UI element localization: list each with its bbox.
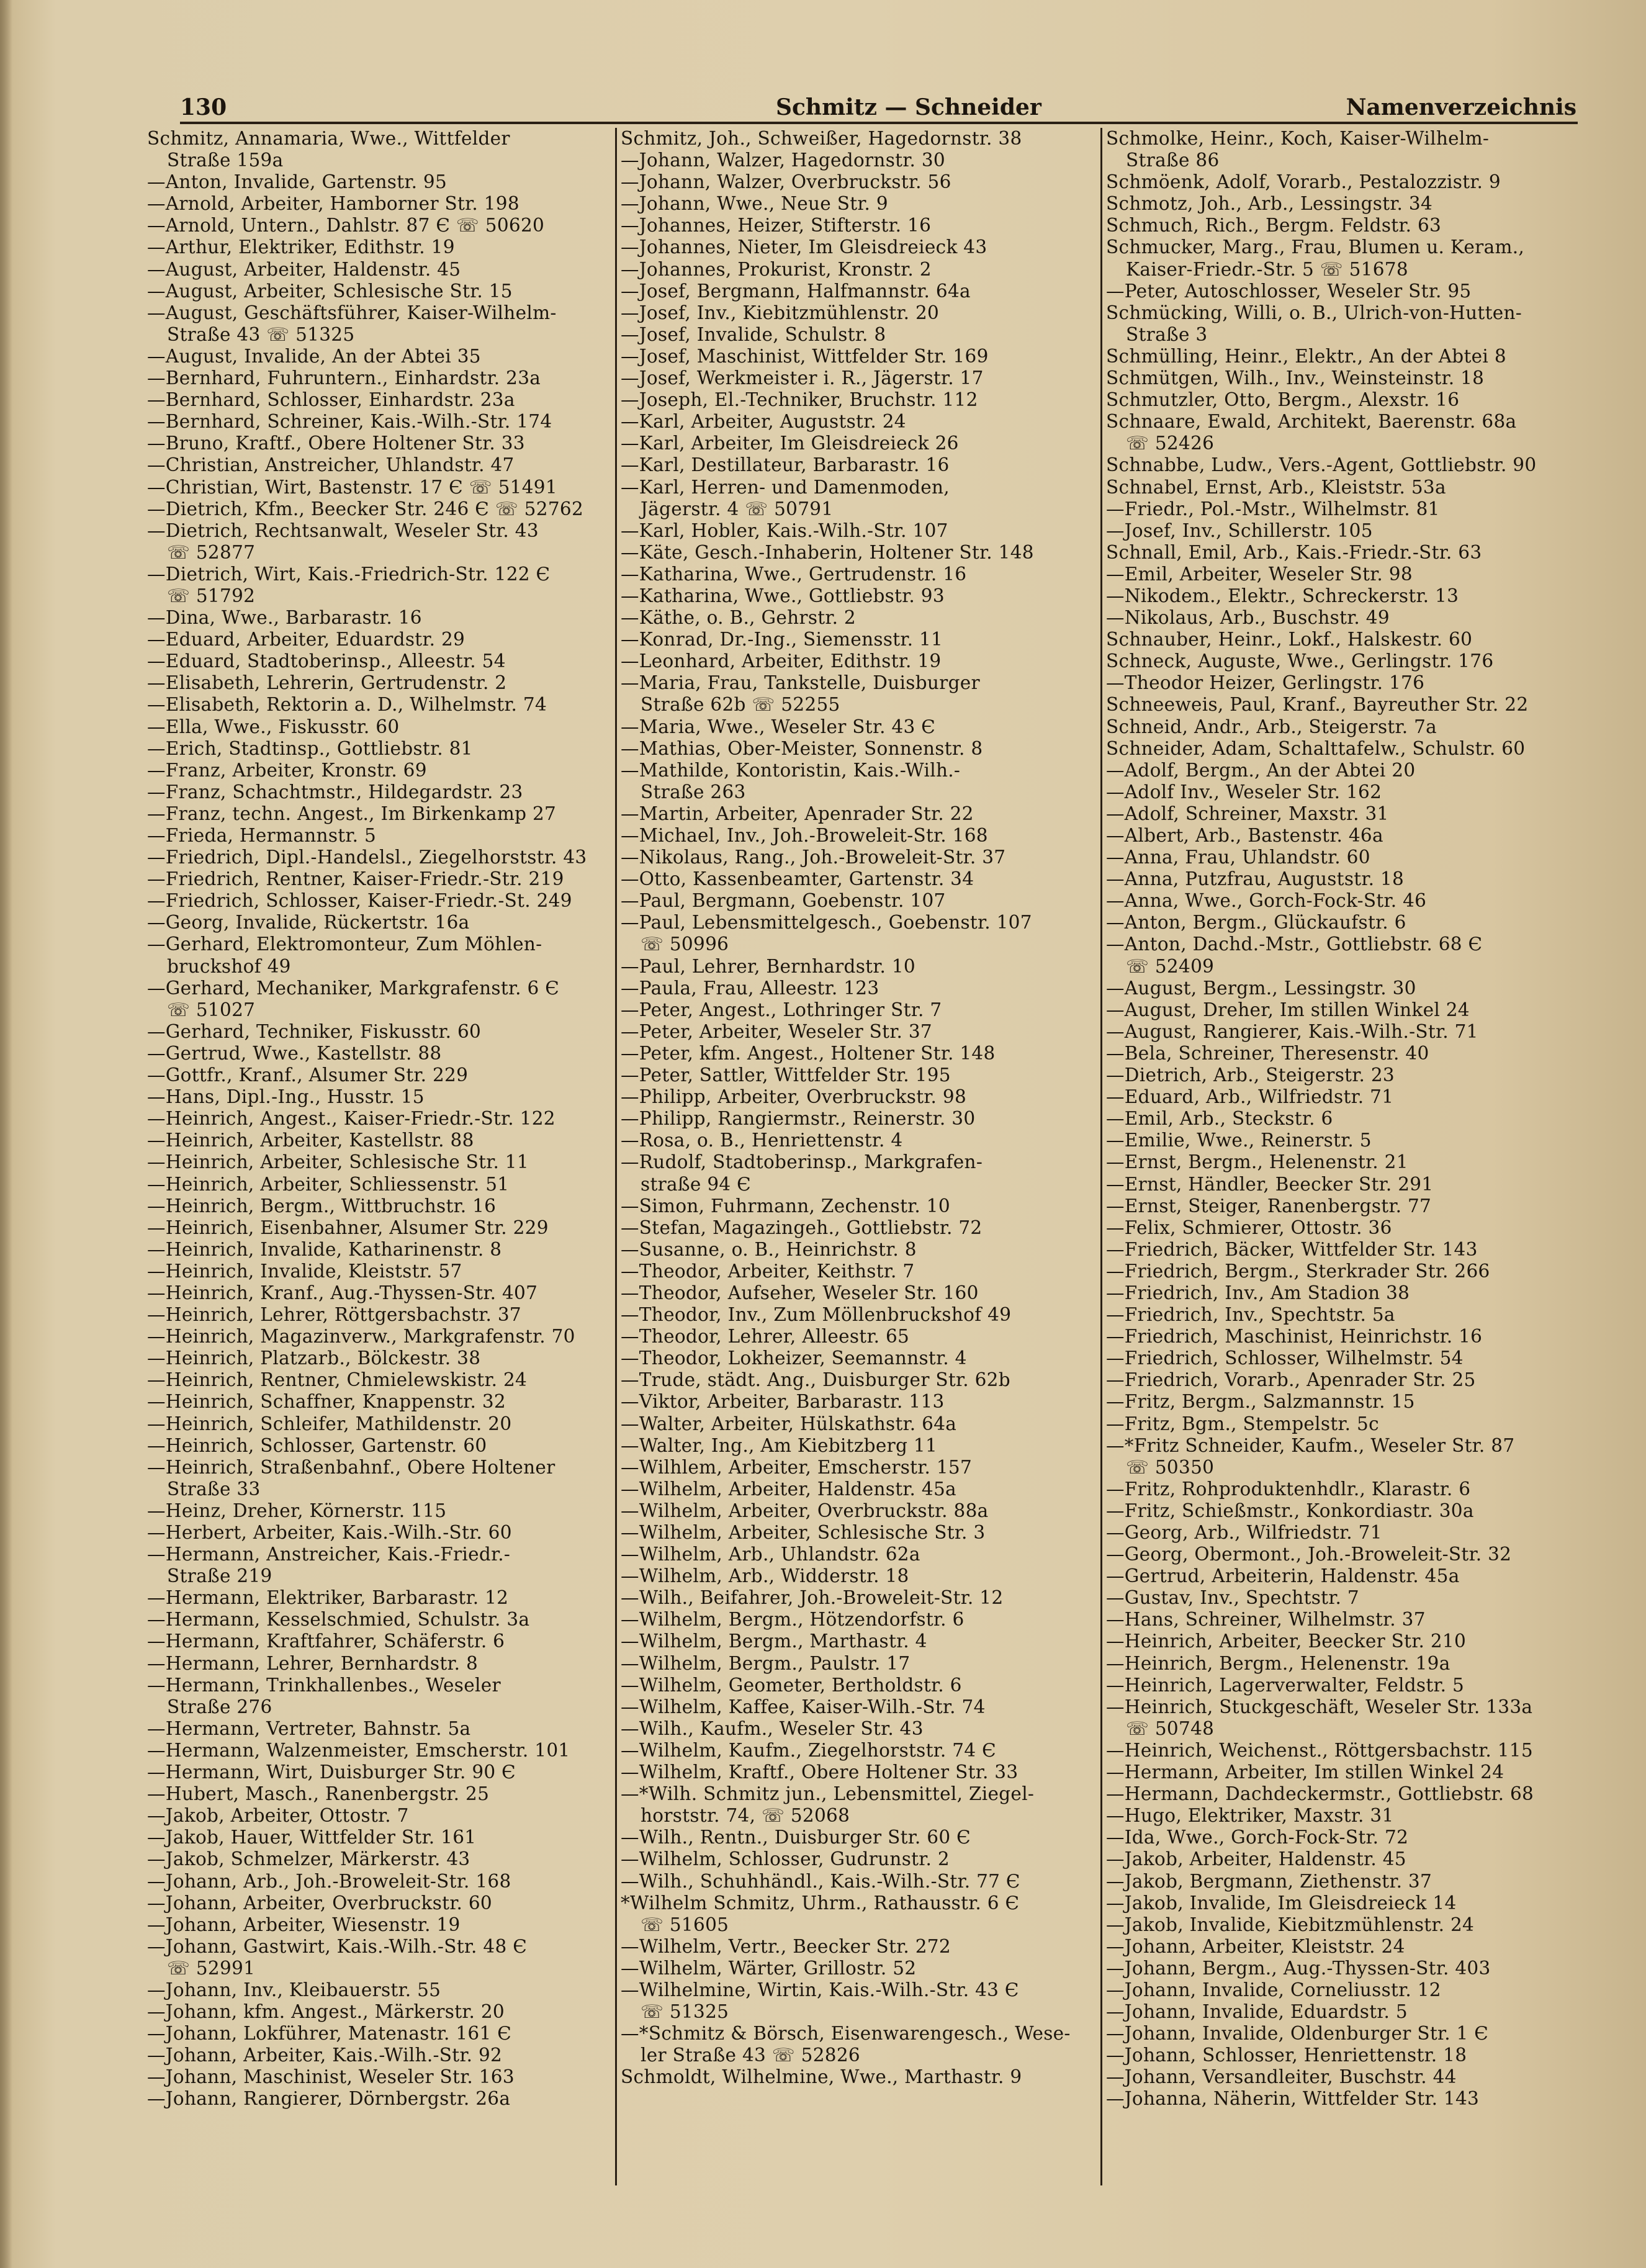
- directory-entry: —Emilie, Wwe., Reinerstr. 5: [1106, 1130, 1372, 1151]
- directory-entry: —Walter, Ing., Am Kiebitzberg 11: [621, 1434, 938, 1456]
- directory-entry: —Theodor Heizer, Gerlingstr. 176: [1106, 672, 1425, 694]
- directory-entry: straße 94 Є: [641, 1173, 752, 1195]
- directory-entry: —Friedrich, Vorarb., Apenrader Str. 25: [1106, 1369, 1476, 1391]
- directory-entry: —Trude, städt. Ang., Duisburger Str. 62b: [621, 1369, 1010, 1391]
- directory-entry: Straße 159a: [167, 150, 284, 171]
- directory-entry: —Ella, Wwe., Fiskusstr. 60: [147, 716, 400, 737]
- directory-entry: —Hugo, Elektriker, Maxstr. 31: [1106, 1805, 1394, 1827]
- directory-entry: —Heinrich, Bergm., Helenenstr. 19a: [1106, 1652, 1450, 1674]
- directory-entry: —Wilh., Rentn., Duisburger Str. 60 Є: [621, 1827, 971, 1848]
- directory-entry: —Peter, Angest., Lothringer Str. 7: [621, 999, 942, 1020]
- directory-entry: —Johann, Arbeiter, Kleiststr. 24: [1106, 1935, 1405, 1957]
- directory-entry: —Friedr., Pol.-Mstr., Wilhelmstr. 81: [1106, 498, 1440, 520]
- directory-entry: —August, Rangierer, Kais.-Wilh.-Str. 71: [1106, 1020, 1478, 1042]
- directory-entry: —Wilhelm, Schlosser, Gudrunstr. 2: [621, 1848, 950, 1870]
- directory-entry: Schmöenk, Adolf, Vorarb., Pestalozzistr. 9: [1106, 171, 1501, 193]
- directory-entry: —Josef, Werkmeister i. R., Jägerstr. 17: [621, 367, 984, 389]
- directory-entry: —Wilhelm, Kaufm., Ziegelhorststr. 74 Є: [621, 1739, 996, 1761]
- directory-entry: —Anna, Putzfrau, Auguststr. 18: [1106, 868, 1405, 890]
- directory-entry: Schmitz, Annamaria, Wwe., Wittfelder: [147, 128, 510, 149]
- directory-entry: —Fritz, Schießmstr., Konkordiastr. 30a: [1106, 1500, 1474, 1521]
- directory-entry: —Hermann, Kesselschmied, Schulstr. 3a: [147, 1609, 530, 1631]
- directory-entry: —Eduard, Stadtoberinsp., Alleestr. 54: [147, 650, 506, 672]
- directory-entry: —Theodor, Arbeiter, Keithstr. 7: [621, 1260, 915, 1282]
- directory-entry: —Herbert, Arbeiter, Kais.-Wilh.-Str. 60: [147, 1522, 512, 1543]
- directory-entry: —Heinrich, Angest., Kaiser-Friedr.-Str. 122: [147, 1108, 555, 1130]
- directory-entry: —Anton, Dachd.-Mstr., Gottliebstr. 68 Є: [1106, 934, 1483, 955]
- directory-entry: Schmoldt, Wilhelmine, Wwe., Marthastr. 9: [621, 2066, 1022, 2088]
- directory-entry: —Johann, Arbeiter, Wiesenstr. 19: [147, 1914, 461, 1935]
- directory-entry: —Wilhelm, Arbeiter, Schlesische Str. 3: [621, 1522, 986, 1543]
- directory-entry: —Johann, Rangierer, Dörnbergstr. 26a: [147, 2088, 511, 2110]
- directory-entry: —Johann, Versandleiter, Buschstr. 44: [1106, 2066, 1457, 2088]
- directory-entry: —Maria, Frau, Tankstelle, Duisburger: [621, 672, 980, 694]
- directory-entry: —Ernst, Händler, Beecker Str. 291: [1106, 1173, 1434, 1195]
- directory-entry: —Johann, Walzer, Overbruckstr. 56: [621, 171, 951, 193]
- directory-entry: —Paul, Lebensmittelgesch., Goebenstr. 107: [621, 912, 1032, 934]
- directory-entry: —Hermann, Dachdeckermstr., Gottliebstr. 68: [1106, 1783, 1534, 1805]
- directory-entry: Schmotz, Joh., Arb., Lessingstr. 34: [1106, 193, 1433, 215]
- directory-entry: Schnall, Emil, Arb., Kais.-Friedr.-Str. 63: [1106, 541, 1482, 563]
- directory-entry: Schmücking, Willi, o. B., Ulrich-von-Hutten-: [1106, 302, 1522, 323]
- directory-entry: —Heinrich, Eisenbahner, Alsumer Str. 229: [147, 1217, 549, 1238]
- directory-entry: —Gerhard, Techniker, Fiskusstr. 60: [147, 1020, 482, 1042]
- directory-entry: Straße 62b ☏ 52255: [641, 694, 840, 716]
- directory-entry: —Gertrud, Wwe., Kastellstr. 88: [147, 1042, 442, 1064]
- directory-entry: Schmucker, Marg., Frau, Blumen u. Keram.,: [1106, 236, 1525, 258]
- directory-entry: Schnabbe, Ludw., Vers.-Agent, Gottliebstr. 90: [1106, 454, 1537, 476]
- directory-entry: —Friedrich, Rentner, Kaiser-Friedr.-Str. 219: [147, 868, 564, 890]
- directory-entry: —Wilhelm, Wärter, Grillostr. 52: [621, 1957, 917, 1979]
- directory-entry: —Michael, Inv., Joh.-Broweleit-Str. 168: [621, 825, 988, 846]
- running-title: Schmitz — Schneider: [776, 94, 1041, 120]
- directory-entry: ☏ 52409: [1126, 955, 1215, 977]
- directory-entry: —Hubert, Masch., Ranenbergstr. 25: [147, 1783, 490, 1805]
- directory-entry: Schmitz, Joh., Schweißer, Hagedornstr. 38: [621, 128, 1022, 149]
- directory-entry: —Friedrich, Bäcker, Wittfelder Str. 143: [1106, 1238, 1478, 1260]
- directory-entry: Straße 86: [1126, 150, 1220, 171]
- directory-entry: —Josef, Maschinist, Wittfelder Str. 169: [621, 345, 989, 367]
- directory-entry: —Johann, Maschinist, Weseler Str. 163: [147, 2066, 515, 2088]
- directory-entry: —Georg, Invalide, Rückertstr. 16a: [147, 912, 470, 934]
- directory-entry: —Friedrich, Inv., Spechtstr. 5a: [1106, 1304, 1395, 1326]
- directory-entry: —Hans, Dipl.-Ing., Husstr. 15: [147, 1086, 425, 1108]
- directory-entry: —Peter, kfm. Angest., Holtener Str. 148: [621, 1042, 996, 1064]
- directory-entry: —Georg, Obermont., Joh.-Broweleit-Str. 32: [1106, 1544, 1512, 1565]
- directory-entry: —Johannes, Nieter, Im Gleisdreieck 43: [621, 236, 987, 258]
- directory-entry: —Wilhelm, Arbeiter, Haldenstr. 45a: [621, 1478, 956, 1500]
- directory-entry: —Katharina, Wwe., Gertrudenstr. 16: [621, 563, 967, 585]
- directory-entry: —Erich, Stadtinsp., Gottliebstr. 81: [147, 737, 473, 759]
- directory-entry: —Dietrich, Rechtsanwalt, Weseler Str. 43: [147, 520, 539, 541]
- directory-entry: —Joseph, El.-Techniker, Bruchstr. 112: [621, 389, 978, 411]
- directory-entry: —Theodor, Lokheizer, Seemannstr. 4: [621, 1348, 967, 1369]
- directory-entry: —Dietrich, Arb., Steigerstr. 23: [1106, 1064, 1395, 1086]
- directory-entry: ☏ 50996: [641, 934, 729, 955]
- directory-entry: —Josef, Inv., Schillerstr. 105: [1106, 520, 1373, 541]
- directory-entry: —Nikolaus, Rang., Joh.-Broweleit-Str. 37: [621, 847, 1006, 868]
- directory-entry: —Jakob, Invalide, Kiebitzmühlenstr. 24: [1106, 1914, 1475, 1935]
- directory-entry: —Heinrich, Invalide, Katharinenstr. 8: [147, 1238, 502, 1260]
- directory-entry: —Wilh., Kaufm., Weseler Str. 43: [621, 1717, 924, 1739]
- directory-entry: ☏ 51325: [641, 2001, 729, 2023]
- directory-entry: —Wilhelm, Arb., Uhlandstr. 62a: [621, 1544, 920, 1565]
- directory-entry: —Christian, Anstreicher, Uhlandstr. 47: [147, 454, 515, 476]
- directory-entry: —Johann, kfm. Angest., Märkerstr. 20: [147, 2001, 505, 2023]
- directory-entry: —Leonhard, Arbeiter, Edithstr. 19: [621, 650, 942, 672]
- directory-entry: —Friedrich, Inv., Am Stadion 38: [1106, 1282, 1410, 1303]
- directory-entry: —Eduard, Arb., Wilfriedstr. 71: [1106, 1086, 1394, 1108]
- directory-entry: Straße 33: [167, 1478, 261, 1500]
- directory-entry: —Heinrich, Arbeiter, Schlesische Str. 11: [147, 1151, 529, 1173]
- directory-entry: —Gertrud, Arbeiterin, Haldenstr. 45a: [1106, 1565, 1460, 1587]
- directory-entry: —Ernst, Steiger, Ranenbergstr. 77: [1106, 1195, 1432, 1217]
- directory-entry: Straße 276: [167, 1696, 272, 1717]
- directory-entry: —Franz, Arbeiter, Kronstr. 69: [147, 759, 427, 781]
- directory-entry: —Otto, Kassenbeamter, Gartenstr. 34: [621, 868, 974, 890]
- directory-entry: —Karl, Hobler, Kais.-Wilh.-Str. 107: [621, 520, 948, 541]
- directory-entry: —Katharina, Wwe., Gottliebstr. 93: [621, 585, 945, 606]
- directory-entry: —Eduard, Arbeiter, Eduardstr. 29: [147, 629, 465, 650]
- directory-entry: —Adolf, Schreiner, Maxstr. 31: [1106, 803, 1389, 824]
- directory-entry: —Johann, Bergm., Aug.-Thyssen-Str. 403: [1106, 1957, 1491, 1979]
- directory-entry: —Karl, Herren- und Damenmoden,: [621, 476, 950, 498]
- directory-entry: —Wilhelm, Arb., Widderstr. 18: [621, 1565, 909, 1587]
- directory-entry: —Anton, Bergm., Glückaufstr. 6: [1106, 912, 1406, 934]
- directory-entry: Schneck, Auguste, Wwe., Gerlingstr. 176: [1106, 650, 1494, 672]
- directory-entry: —Johann, Invalide, Oldenburger Str. 1 Є: [1106, 2023, 1489, 2045]
- directory-entry: —Gerhard, Elektromonteur, Zum Möhlen-: [147, 934, 542, 955]
- directory-entry: —Arnold, Arbeiter, Hamborner Str. 198: [147, 193, 519, 215]
- directory-entry: ☏ 52426: [1126, 433, 1215, 454]
- directory-entry: —*Schmitz & Börsch, Eisenwarengesch., Wese-: [621, 2023, 1071, 2045]
- directory-entry: —Johann, Invalide, Corneliusstr. 12: [1106, 1979, 1441, 2000]
- directory-entry: —Emil, Arbeiter, Weseler Str. 98: [1106, 563, 1413, 585]
- directory-entry: —Hans, Schreiner, Wilhelmstr. 37: [1106, 1609, 1426, 1631]
- directory-entry: —Hermann, Walzenmeister, Emscherstr. 101: [147, 1739, 570, 1761]
- directory-entry: —August, Geschäftsführer, Kaiser-Wilhelm-: [147, 302, 557, 323]
- directory-entry: Schmuch, Rich., Bergm. Feldstr. 63: [1106, 215, 1442, 236]
- directory-entry: —Heinrich, Schaffner, Knappenstr. 32: [147, 1391, 506, 1413]
- directory-entry: —Philipp, Arbeiter, Overbruckstr. 98: [621, 1086, 967, 1108]
- directory-entry: —Fritz, Bgm., Stempelstr. 5c: [1106, 1413, 1379, 1434]
- directory-entry: —Christian, Wirt, Bastenstr. 17 Є ☏ 51491: [147, 476, 557, 498]
- directory-entry: —Nikodem., Elektr., Schreckerstr. 13: [1106, 585, 1459, 606]
- directory-entry: —Heinrich, Bergm., Wittbruchstr. 16: [147, 1195, 497, 1217]
- directory-entry: —Fritz, Bergm., Salzmannstr. 15: [1106, 1391, 1415, 1413]
- directory-entry: —Heinrich, Magazinverw., Markgrafenstr. 70: [147, 1326, 575, 1348]
- directory-entry: Straße 3: [1126, 323, 1208, 345]
- directory-entry: —Heinrich, Arbeiter, Beecker Str. 210: [1106, 1631, 1467, 1652]
- directory-entry: —Frieda, Hermannstr. 5: [147, 825, 377, 846]
- directory-entry: —Jakob, Hauer, Wittfelder Str. 161: [147, 1827, 477, 1848]
- directory-entry: —Elisabeth, Lehrerin, Gertrudenstr. 2: [147, 672, 507, 694]
- directory-entry: —Heinrich, Straßenbahnf., Obere Holtener: [147, 1456, 555, 1478]
- directory-entry: —Konrad, Dr.-Ing., Siemensstr. 11: [621, 629, 943, 650]
- directory-entry: —Rosa, o. B., Henriettenstr. 4: [621, 1130, 903, 1151]
- directory-entry: —Martin, Arbeiter, Apenrader Str. 22: [621, 803, 974, 824]
- directory-entry: —Elisabeth, Rektorin a. D., Wilhelmstr. 74: [147, 694, 547, 716]
- directory-entry: —Anna, Wwe., Gorch-Fock-Str. 46: [1106, 890, 1427, 912]
- directory-entry: —Hermann, Vertreter, Bahnstr. 5a: [147, 1717, 471, 1739]
- directory-entry: —Hermann, Elektriker, Barbarastr. 12: [147, 1587, 509, 1609]
- directory-entry: —Rudolf, Stadtoberinsp., Markgrafen-: [621, 1151, 983, 1173]
- directory-entry: —Wilhelm, Arbeiter, Overbruckstr. 88a: [621, 1500, 989, 1521]
- directory-entry: —*Fritz Schneider, Kaufm., Weseler Str. 87: [1106, 1434, 1515, 1456]
- directory-entry: —Adolf, Bergm., An der Abtei 20: [1106, 759, 1416, 781]
- directory-entry: —Wilhelm, Vertr., Beecker Str. 272: [621, 1935, 951, 1957]
- directory-entry: —Peter, Autoschlosser, Weseler Str. 95: [1106, 280, 1472, 302]
- directory-entry: —Heinrich, Arbeiter, Schliessenstr. 51: [147, 1173, 510, 1195]
- directory-entry: —Maria, Wwe., Weseler Str. 43 Є: [621, 716, 936, 737]
- directory-entry: —Wilhelm, Bergm., Paulstr. 17: [621, 1652, 911, 1674]
- directory-entry: Jägerstr. 4 ☏ 50791: [641, 498, 834, 520]
- directory-entry: —Karl, Arbeiter, Im Gleisdreieck 26: [621, 433, 959, 454]
- directory-entry: —Susanne, o. B., Heinrichstr. 8: [621, 1238, 917, 1260]
- directory-entry: —Anton, Invalide, Gartenstr. 95: [147, 171, 447, 193]
- directory-entry: —Anna, Frau, Uhlandstr. 60: [1106, 847, 1370, 868]
- directory-entry: ☏ 51027: [167, 999, 256, 1020]
- directory-entry: —Friedrich, Schlosser, Kaiser-Friedr.-St. 249: [147, 890, 572, 912]
- directory-entry: —Johann, Schlosser, Henriettenstr. 18: [1106, 2045, 1467, 2066]
- directory-entry: ☏ 50350: [1126, 1456, 1215, 1478]
- directory-entry: Schnauber, Heinr., Lokf., Halskestr. 60: [1106, 629, 1473, 650]
- directory-entry: —Albert, Arb., Bastenstr. 46a: [1106, 825, 1383, 846]
- directory-entry: —Johann, Walzer, Hagedornstr. 30: [621, 150, 945, 171]
- directory-entry: —Johann, Arbeiter, Overbruckstr. 60: [147, 1892, 492, 1914]
- directory-entry: —Josef, Inv., Kiebitzmühlenstr. 20: [621, 302, 940, 323]
- directory-entry: —Heinz, Dreher, Körnerstr. 115: [147, 1500, 447, 1521]
- directory-entry: —Felix, Schmierer, Ottostr. 36: [1106, 1217, 1392, 1238]
- directory-entry: —Arthur, Elektriker, Edithstr. 19: [147, 236, 455, 258]
- column-divider-2: [1100, 128, 1102, 2185]
- directory-entry: Schmolke, Heinr., Koch, Kaiser-Wilhelm-: [1106, 128, 1490, 149]
- directory-entry: —Heinrich, Stuckgeschäft, Weseler Str. 133a: [1106, 1696, 1533, 1717]
- directory-entry: —Johannes, Heizer, Stifterstr. 16: [621, 215, 932, 236]
- directory-entry: —Nikolaus, Arb., Buschstr. 49: [1106, 607, 1390, 629]
- directory-entry: —Heinrich, Kranf., Aug.-Thyssen-Str. 407: [147, 1282, 538, 1303]
- directory-entry: —Friedrich, Maschinist, Heinrichstr. 16: [1106, 1326, 1483, 1348]
- directory-entry: —Gottfr., Kranf., Alsumer Str. 229: [147, 1064, 469, 1086]
- directory-entry: —August, Dreher, Im stillen Winkel 24: [1106, 999, 1470, 1020]
- directory-entry: Schneider, Adam, Schalttafelw., Schulstr. 60: [1106, 737, 1526, 759]
- directory-entry: —Ernst, Bergm., Helenenstr. 21: [1106, 1151, 1408, 1173]
- directory-entry: —Stefan, Magazingeh., Gottliebstr. 72: [621, 1217, 983, 1238]
- directory-entry: —Johann, Inv., Kleibauerstr. 55: [147, 1979, 441, 2000]
- directory-entry: —Gustav, Inv., Spechtstr. 7: [1106, 1587, 1359, 1609]
- directory-entry: —Dietrich, Wirt, Kais.-Friedrich-Str. 122 Є: [147, 563, 551, 585]
- directory-entry: —Johann, Arbeiter, Kais.-Wilh.-Str. 92: [147, 2045, 503, 2066]
- column-2: [621, 128, 1092, 2088]
- directory-entry: —Mathilde, Kontoristin, Kais.-Wilh.-: [621, 759, 961, 781]
- directory-entry: —Wilhelmine, Wirtin, Kais.-Wilh.-Str. 43 Є: [621, 1979, 1019, 2000]
- directory-entry: —Theodor, Aufseher, Weseler Str. 160: [621, 1282, 979, 1303]
- column-1: [147, 128, 619, 2110]
- directory-entry: —Bernhard, Schlosser, Einhardstr. 23a: [147, 389, 515, 411]
- page-edge-shadow: [0, 0, 12, 2268]
- directory-entry: —Friedrich, Schlosser, Wilhelmstr. 54: [1106, 1348, 1464, 1369]
- directory-entry: —Gerhard, Mechaniker, Markgrafenstr. 6 Є: [147, 977, 560, 999]
- directory-entry: —Josef, Invalide, Schulstr. 8: [621, 323, 886, 345]
- directory-entry: —Bela, Schreiner, Theresenstr. 40: [1106, 1042, 1429, 1064]
- page-header: [180, 91, 1576, 125]
- directory-entry: Schmülling, Heinr., Elektr., An der Abtei 8: [1106, 345, 1506, 367]
- directory-entry: —Karl, Arbeiter, Auguststr. 24: [621, 411, 906, 433]
- directory-entry: bruckshof 49: [167, 955, 291, 977]
- directory-entry: —Käte, Gesch.-Inhaberin, Holtener Str. 148: [621, 541, 1034, 563]
- directory-entry: —Hermann, Anstreicher, Kais.-Friedr.-: [147, 1544, 511, 1565]
- directory-entry: —Käthe, o. B., Gehrstr. 2: [621, 607, 857, 629]
- directory-entry: ☏ 51605: [641, 1914, 729, 1935]
- directory-entry: Kaiser-Friedr.-Str. 5 ☏ 51678: [1126, 258, 1408, 280]
- directory-entry: ☏ 52991: [167, 1957, 256, 1979]
- directory-entry: Schmütgen, Wilh., Inv., Weinsteinstr. 18: [1106, 367, 1485, 389]
- directory-entry: Straße 219: [167, 1565, 272, 1587]
- directory-entry: —Jakob, Bergmann, Ziethenstr. 37: [1106, 1870, 1432, 1892]
- directory-entry: Schnabel, Ernst, Arb., Kleiststr. 53a: [1106, 476, 1446, 498]
- directory-entry: —Johann, Arb., Joh.-Broweleit-Str. 168: [147, 1870, 511, 1892]
- directory-entry: —Emil, Arb., Steckstr. 6: [1106, 1108, 1333, 1130]
- directory-entry: —Heinrich, Schlosser, Gartenstr. 60: [147, 1434, 487, 1456]
- directory-entry: —Wilhelm, Kraftf., Obere Holtener Str. 33: [621, 1762, 1019, 1783]
- directory-entry: —Wilhelm, Bergm., Hötzendorfstr. 6: [621, 1609, 965, 1631]
- directory-entry: —Heinrich, Weichenst., Röttgersbachstr. 115: [1106, 1739, 1533, 1761]
- directory-entry: —Paul, Bergmann, Goebenstr. 107: [621, 890, 946, 912]
- directory-entry: —Bernhard, Schreiner, Kais.-Wilh.-Str. 174: [147, 411, 552, 433]
- directory-entry: —Friedrich, Dipl.-Handelsl., Ziegelhorststr. 43: [147, 847, 587, 868]
- directory-entry: —Wilhelm, Kaffee, Kaiser-Wilh.-Str. 74: [621, 1696, 986, 1717]
- directory-entry: —Peter, Arbeiter, Weseler Str. 37: [621, 1020, 932, 1042]
- directory-entry: —Johann, Gastwirt, Kais.-Wilh.-Str. 48 Є: [147, 1935, 528, 1957]
- directory-entry: —Hermann, Trinkhallenbes., Weseler: [147, 1674, 501, 1696]
- directory-entry: —Johann, Invalide, Eduardstr. 5: [1106, 2001, 1408, 2023]
- directory-entry: —Friedrich, Bergm., Sterkrader Str. 266: [1106, 1260, 1490, 1282]
- directory-entry: —Heinrich, Invalide, Kleiststr. 57: [147, 1260, 462, 1282]
- directory-entry: —Dina, Wwe., Barbarastr. 16: [147, 607, 422, 629]
- directory-entry: —Georg, Arb., Wilfriedstr. 71: [1106, 1522, 1382, 1543]
- directory-entry: —Hermann, Wirt, Duisburger Str. 90 Є: [147, 1762, 516, 1783]
- directory-entry: —Walter, Arbeiter, Hülskathstr. 64a: [621, 1413, 957, 1434]
- column-3: [1106, 128, 1584, 2110]
- directory-entry: —Viktor, Arbeiter, Barbarastr. 113: [621, 1391, 945, 1413]
- directory-entry: —Bruno, Kraftf., Obere Holtener Str. 33: [147, 433, 525, 454]
- directory-entry: —Dietrich, Kfm., Beecker Str. 246 Є ☏ 52762: [147, 498, 584, 520]
- directory-entry: —Heinrich, Rentner, Chmielewskistr. 24: [147, 1369, 528, 1391]
- directory-entry: —Hermann, Lehrer, Bernhardstr. 8: [147, 1652, 479, 1674]
- directory-entry: —Theodor, Inv., Zum Möllenbruckshof 49: [621, 1304, 1012, 1326]
- directory-entry: —Johanna, Näherin, Wittfelder Str. 143: [1106, 2088, 1480, 2110]
- directory-entry: —Franz, techn. Angest., Im Birkenkamp 27: [147, 803, 557, 824]
- column-divider-1: [615, 128, 617, 2185]
- directory-entry: Straße 43 ☏ 51325: [167, 323, 355, 345]
- directory-entry: —Jakob, Invalide, Im Gleisdreieck 14: [1106, 1892, 1457, 1914]
- directory-entry: —Heinrich, Schleifer, Mathildenstr. 20: [147, 1413, 512, 1434]
- directory-entry: —Johann, Wwe., Neue Str. 9: [621, 193, 888, 215]
- directory-entry: —Jakob, Schmelzer, Märkerstr. 43: [147, 1848, 470, 1870]
- directory-entry: Schnaare, Ewald, Architekt, Baerenstr. 68a: [1106, 411, 1517, 433]
- directory-entry: —August, Bergm., Lessingstr. 30: [1106, 977, 1416, 999]
- section-title: Namenverzeichnis: [1346, 94, 1576, 120]
- directory-entry: —Philipp, Rangiermstr., Reinerstr. 30: [621, 1108, 976, 1130]
- directory-entry: —Fritz, Rohproduktenhdlr., Klarastr. 6: [1106, 1478, 1471, 1500]
- directory-entry: —Wilh., Schuhhändl., Kais.-Wilh.-Str. 77 Є: [621, 1870, 1020, 1892]
- directory-entry: —Wilh., Beifahrer, Joh.-Broweleit-Str. 12: [621, 1587, 1004, 1609]
- directory-entry: —Karl, Destillateur, Barbarastr. 16: [621, 454, 950, 476]
- directory-entry: horststr. 74, ☏ 52068: [641, 1805, 850, 1827]
- directory-entry: —Theodor, Lehrer, Alleestr. 65: [621, 1326, 910, 1348]
- directory-entry: —August, Arbeiter, Schlesische Str. 15: [147, 280, 513, 302]
- directory-entry: —Johannes, Prokurist, Kronstr. 2: [621, 258, 932, 280]
- directory-entry: —Heinrich, Arbeiter, Kastellstr. 88: [147, 1130, 474, 1151]
- directory-entry: —Peter, Sattler, Wittfelder Str. 195: [621, 1064, 951, 1086]
- directory-entry: —Arnold, Untern., Dahlstr. 87 Є ☏ 50620: [147, 215, 545, 236]
- directory-entry: —Adolf Inv., Weseler Str. 162: [1106, 781, 1382, 803]
- directory-entry: *Wilhelm Schmitz, Uhrm., Rathausstr. 6 Є: [621, 1892, 1020, 1914]
- directory-entry: —Ida, Wwe., Gorch-Fock-Str. 72: [1106, 1827, 1409, 1848]
- page-number: 130: [180, 94, 227, 120]
- directory-entry: —Jakob, Arbeiter, Haldenstr. 45: [1106, 1848, 1406, 1870]
- directory-entry: —Hermann, Kraftfahrer, Schäferstr. 6: [147, 1631, 505, 1652]
- directory-entry: —*Wilh. Schmitz jun., Lebensmittel, Ziegel-: [621, 1783, 1035, 1805]
- directory-entry: —August, Arbeiter, Haldenstr. 45: [147, 258, 461, 280]
- directory-entry: Schneid, Andr., Arb., Steigerstr. 7a: [1106, 716, 1437, 737]
- directory-entry: Schneeweis, Paul, Kranf., Bayreuther Str. 22: [1106, 694, 1529, 716]
- directory-entry: —Heinrich, Platzarb., Bölckestr. 38: [147, 1348, 481, 1369]
- directory-entry: ☏ 51792: [167, 585, 256, 606]
- directory-entry: —Paul, Lehrer, Bernhardstr. 10: [621, 955, 915, 977]
- directory-entry: —Hermann, Arbeiter, Im stillen Winkel 24: [1106, 1762, 1504, 1783]
- header-rule: [180, 122, 1578, 124]
- directory-entry: —Jakob, Arbeiter, Ottostr. 7: [147, 1805, 409, 1827]
- directory-entry: —Simon, Fuhrmann, Zechenstr. 10: [621, 1195, 950, 1217]
- directory-entry: —Wilhelm, Geometer, Bertholdstr. 6: [621, 1674, 962, 1696]
- directory-entry: Schmutzler, Otto, Bergm., Alexstr. 16: [1106, 389, 1460, 411]
- directory-entry: —Mathias, Ober-Meister, Sonnenstr. 8: [621, 737, 983, 759]
- directory-entry: —Bernhard, Fuhruntern., Einhardstr. 23a: [147, 367, 541, 389]
- directory-entry: —August, Invalide, An der Abtei 35: [147, 345, 481, 367]
- directory-entry: —Heinrich, Lagerverwalter, Feldstr. 5: [1106, 1674, 1465, 1696]
- directory-entry: —Franz, Schachtmstr., Hildegardstr. 23: [147, 781, 523, 803]
- directory-entry: —Josef, Bergmann, Halfmannstr. 64a: [621, 280, 971, 302]
- directory-entry: —Paula, Frau, Alleestr. 123: [621, 977, 879, 999]
- directory-entry: —Johann, Lokführer, Matenastr. 161 Є: [147, 2023, 512, 2045]
- directory-entry: —Wilhlem, Arbeiter, Emscherstr. 157: [621, 1456, 973, 1478]
- directory-entry: —Wilhelm, Bergm., Marthastr. 4: [621, 1631, 927, 1652]
- directory-entry: —Heinrich, Lehrer, Röttgersbachstr. 37: [147, 1304, 521, 1326]
- directory-entry: Straße 263: [641, 781, 746, 803]
- directory-entry: ☏ 52877: [167, 541, 256, 563]
- directory-entry: ☏ 50748: [1126, 1717, 1215, 1739]
- directory-entry: ler Straße 43 ☏ 52826: [641, 2045, 860, 2066]
